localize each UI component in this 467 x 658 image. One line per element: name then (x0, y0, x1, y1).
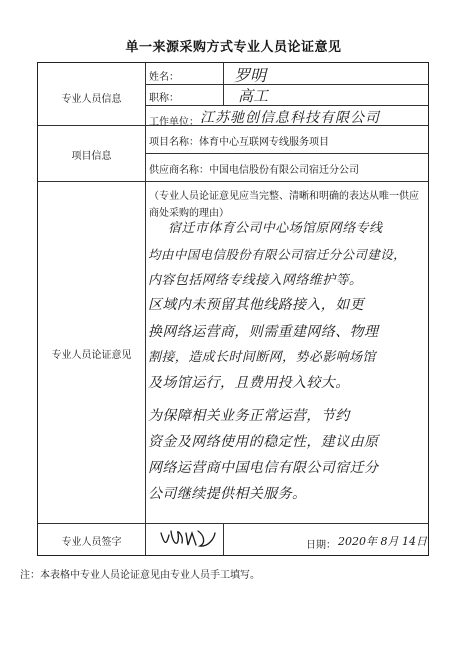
divider-project-supplier (145, 153, 428, 154)
opinion-instruction-line1: （专业人员论证意见应当完整、清晰和明确的表达从唯一供应 (149, 191, 419, 202)
signature-date-divider (223, 523, 224, 555)
opinion-line: 宿迁市体育公司中心场馆原网络专线 (168, 221, 383, 236)
opinion-form (37, 62, 429, 556)
opinion-line: 区域内未预留其他线路接入，如更 (148, 297, 364, 313)
opinion-line: 换网络运营商，则需重建网络、物理 (148, 324, 379, 340)
employer-label: 工作单位： (149, 117, 199, 128)
date-label: 日期： (306, 540, 336, 551)
document-title: 单一来源采购方式专业人员论证意见 (125, 40, 342, 55)
title-value-divider (223, 84, 224, 105)
divider-title-employer (145, 105, 428, 106)
expert-info-label: 专业人员信息 (61, 94, 122, 105)
handwritten-signature (158, 527, 218, 551)
supplier-value: 中国电信股份有限公司宿迁分公司 (209, 165, 359, 176)
supplier-label: 供应商名称： (149, 165, 209, 176)
opinion-line: 割接，造成长时间断网，势必影响场馆 (148, 350, 376, 365)
opinion-line: 网络运营商中国电信有限公司宿迁分 (148, 460, 379, 476)
project-name-label: 项目名称： (149, 137, 199, 148)
opinion-line: 均由中国电信股份有限公司宿迁分公司建设， (148, 247, 407, 262)
project-name-value: 体育中心互联网专线服务项目 (199, 137, 329, 148)
title-value: 高工 (238, 87, 269, 105)
name-value-divider (223, 63, 224, 84)
name-value: 罗明 (234, 66, 267, 85)
opinion-line: 资金及网络使用的稳定性，建议由原 (148, 434, 379, 450)
date-value: 2020年 8月 14日 (338, 535, 427, 548)
project-info-label: 项目信息 (71, 151, 112, 162)
divider-opinion-signature (38, 523, 428, 524)
divider-project-opinion (38, 181, 428, 182)
opinion-line: 及场馆运行，且费用投入较大。 (148, 375, 350, 391)
opinion-line: 内容包括网络专线接入网络维护等。 (148, 273, 363, 288)
divider-name-title (145, 84, 428, 85)
footer-note: 注：本表格中专业人员论证意见由专业人员手工填写。 (20, 570, 260, 581)
column-divider (145, 63, 146, 555)
signature-label: 专业人员签字 (61, 537, 122, 548)
opinion-label: 专业人员论证意见 (51, 350, 132, 361)
opinion-line: 公司继续提供相关服务。 (148, 486, 307, 502)
title-label: 职称： (149, 93, 179, 104)
employer-value: 江苏驰创信息科技有限公司 (200, 110, 380, 126)
opinion-line: 为保障相关业务正常运营，节约 (148, 408, 350, 424)
name-label: 姓名： (149, 72, 179, 83)
opinion-instruction-line2: 商处采购的理由） (149, 208, 229, 219)
